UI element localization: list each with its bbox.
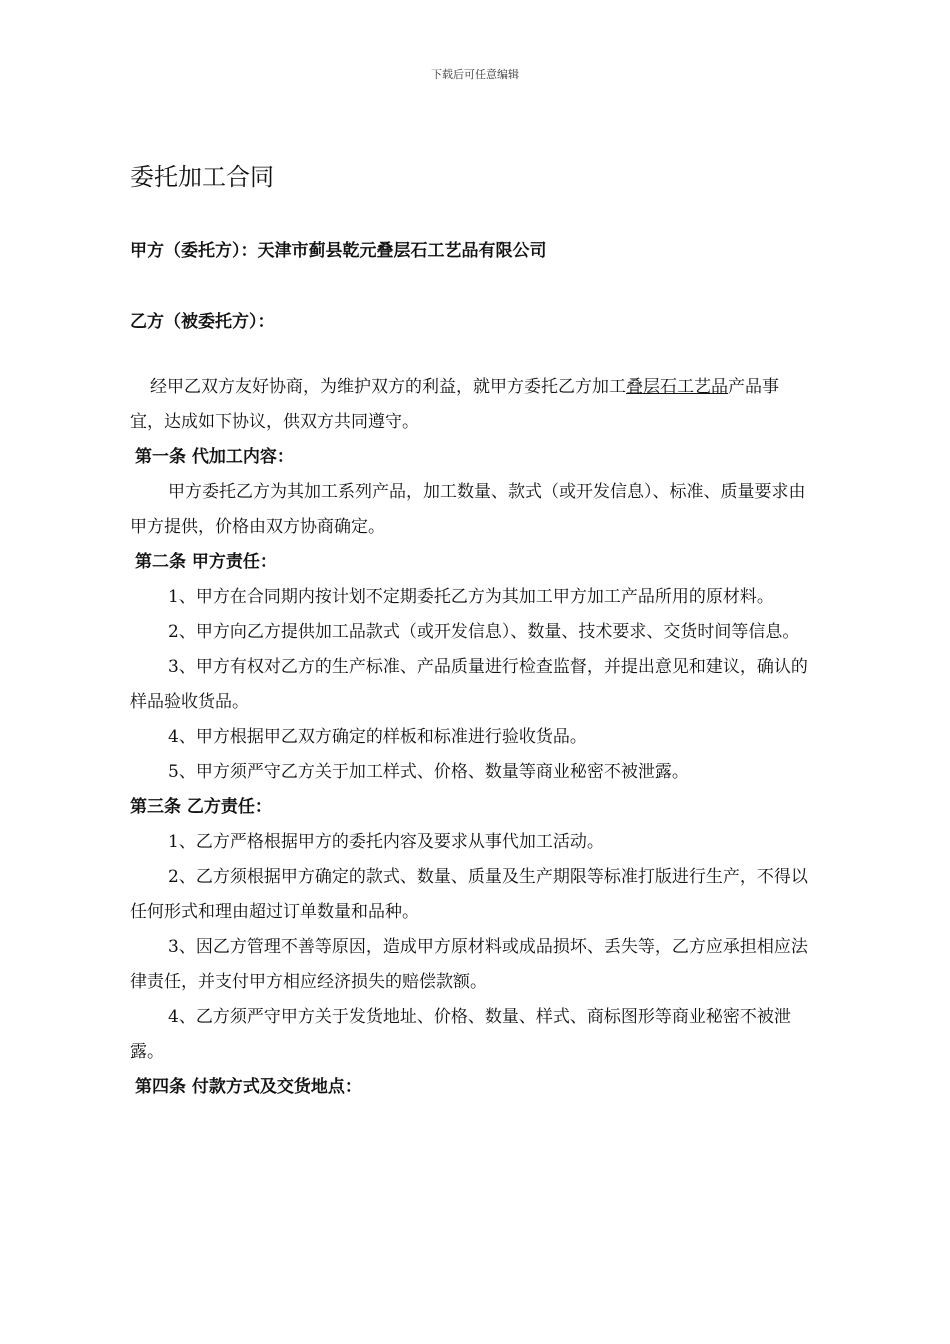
article2-heading: 第二条 甲方责任： [135,552,277,572]
intro-text-after: 产品事宜，达成如下协议，供双方共同遵守。 [130,377,779,432]
intro-underlined-product: 叠层石工艺品 [626,377,728,397]
article3-item: 4、乙方须严守甲方关于发货地址、价格、数量、样式、商标图形等商业秘密不被泄露。 [130,1007,791,1062]
article1-text: 甲方委托乙方为其加工系列产品，加工数量、款式（或开发信息）、标准、质量要求由甲方提供，价格由双方协商确定。 [130,482,806,537]
article2-item: 4、甲方根据甲乙双方确定的样板和标准进行验收货品。 [168,727,587,747]
party-b-line: 乙方（被委托方）： [130,312,275,332]
article3-item: 3、因乙方管理不善等原因，造成甲方原材料或成品损坏、丢失等，乙方应承担相应法律责任，并支付甲方相应经济损失的赔偿款额。 [130,937,808,992]
article2-item: 1、甲方在合同期内按计划不定期委托乙方为其加工甲方加工产品所用的原材料。 [168,587,774,607]
article3-item: 2、乙方须根据甲方确定的款式、数量、质量及生产期限等标准打版进行生产，不得以任何形式和理由超过订单数量和品种。 [130,867,808,922]
contract-body [130,370,808,1105]
intro-paragraph [130,370,808,440]
article2-item: 3、甲方有权对乙方的生产标准、产品质量进行检查监督，并提出意见和建议，确认的样品验收货品。 [130,657,808,712]
article2-item: 2、甲方向乙方提供加工品款式（或开发信息）、数量、技术要求、交货时间等信息。 [168,622,800,642]
article4-heading: 第四条 付款方式及交货地点： [135,1077,362,1097]
article3-item: 1、乙方严格根据甲方的委托内容及要求从事代加工活动。 [168,832,604,852]
article1-heading: 第一条 代加工内容： [135,447,294,467]
article2-item: 5、甲方须严守乙方关于加工样式、价格、数量等商业秘密不被泄露。 [168,762,689,782]
header-note: 下载后可任意编辑 [431,68,519,81]
intro-text-before: 经甲乙双方友好协商，为维护双方的利益，就甲方委托乙方加工 [150,377,626,397]
party-a-line: 甲方（委托方）：天津市蓟县乾元叠层石工艺品有限公司 [130,241,547,261]
contract-title: 委托加工合同 [130,163,274,191]
article3-heading: 第三条 乙方责任： [130,797,272,817]
